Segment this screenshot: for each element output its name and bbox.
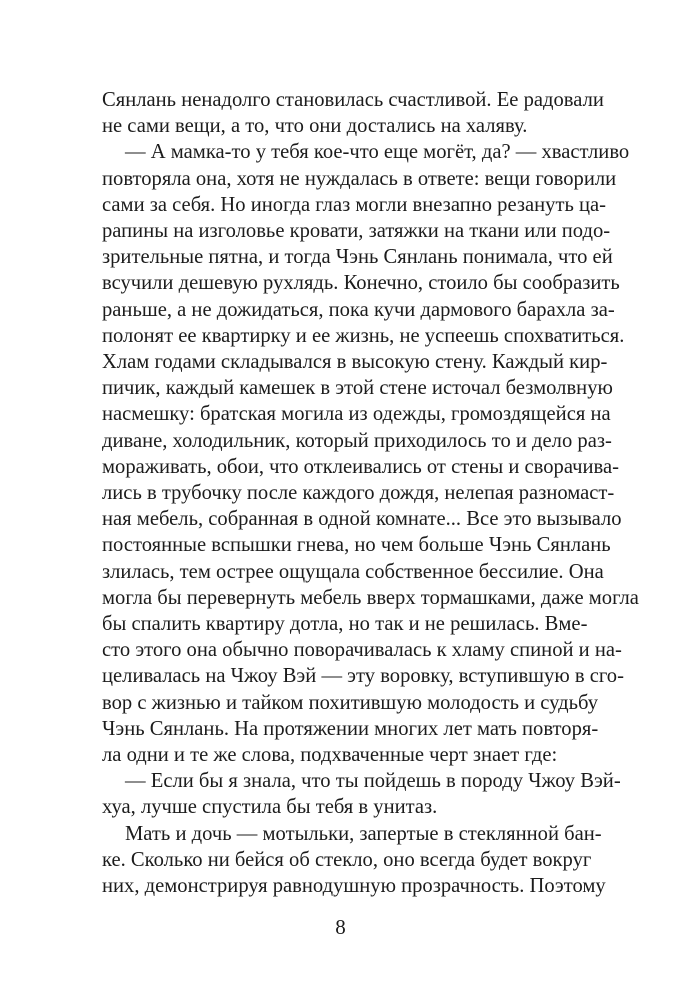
text-line: всучили дешевую рухлядь. Конечно, стоило бы сообразить — [102, 272, 620, 295]
text-line: Сянлань ненадолго становилась счастливой. Ее радовали — [102, 89, 604, 111]
text-line: ная мебель, собранная в одной комнате... Все это вызывало — [102, 508, 622, 531]
text-line: зрительные пятна, и тогда Чэнь Сянлань понимала, что ей — [102, 246, 613, 269]
text-line: лись в трубочку после каждого дождя, нелепая разномаст- — [102, 482, 615, 504]
text-line: злилась, тем острее ощущала собственное бессилие. Она — [102, 560, 604, 583]
text-line: диване, холодильник, который приходилось то и дело раз- — [102, 429, 612, 452]
text-line: Хлам годами складывался в высокую стену. Каждый кир- — [102, 351, 608, 373]
text-line: хуа, лучше спустила бы тебя в унитаз. — [102, 796, 438, 819]
text-line: насмешку: братская могила из одежды, громоздящейся на — [102, 403, 611, 426]
text-line: сто этого она обычно поворачивалась к хламу спиной и на- — [102, 639, 622, 662]
text-line: них, демонстрируя равнодушную прозрачность. Поэтому — [102, 875, 606, 897]
text-line: вор с жизнью и тайком похитившую молодость и судьбу — [102, 691, 599, 714]
text-line: — Если бы я знала, что ты пойдешь в породу Чжоу Вэй- — [125, 770, 621, 793]
text-line: постоянные вспышки гнева, но чем больше Чэнь Сянлань — [102, 534, 611, 557]
text-line: бы спалить квартиру дотла, но так и не решилась. Вме- — [102, 613, 588, 635]
text-line: рапины на изголовье кровати, затяжки на ткани или подо- — [102, 220, 611, 242]
text-line: раньше, а не дожидаться, пока кучи дармового барахла за- — [102, 298, 615, 321]
text-line: повторяла она, хотя не нуждалась в ответе: вещи говорили — [102, 167, 617, 190]
text-line: не сами вещи, а то, что они достались на халяву. — [102, 115, 528, 138]
text-line: ке. Сколько ни бейся об стекло, оно всегда будет вокруг — [102, 848, 592, 871]
page-number: 8 — [335, 915, 346, 940]
text-line: — А мамка-то у тебя кое-что еще могёт, да? — хвастливо — [125, 141, 630, 164]
text-line: Мать и дочь — мотыльки, запертые в стеклянной бан- — [125, 822, 602, 845]
text-line: целивалась на Чжоу Вэй — эту воровку, вступившую в сго- — [102, 665, 624, 688]
text-line: могла бы перевернуть мебель вверх тормашками, даже могла — [102, 586, 639, 609]
text-line: Чэнь Сянлань. На протяжении многих лет мать повторя- — [102, 717, 599, 740]
text-line: пичик, каждый камешек в этой стене источал безмолвную — [102, 377, 613, 400]
text-line: мораживать, обои, что отклеивались от стены и сворачива- — [102, 455, 619, 478]
text-line: сами за себя. Но иногда глаз могли внезапно резануть ца- — [102, 193, 607, 216]
text-line: полонят ее квартирку и ее жизнь, не успеешь спохватиться. — [102, 324, 625, 347]
text-line: ла одни и те же слова, подхваченные черт знает где: — [102, 744, 558, 766]
